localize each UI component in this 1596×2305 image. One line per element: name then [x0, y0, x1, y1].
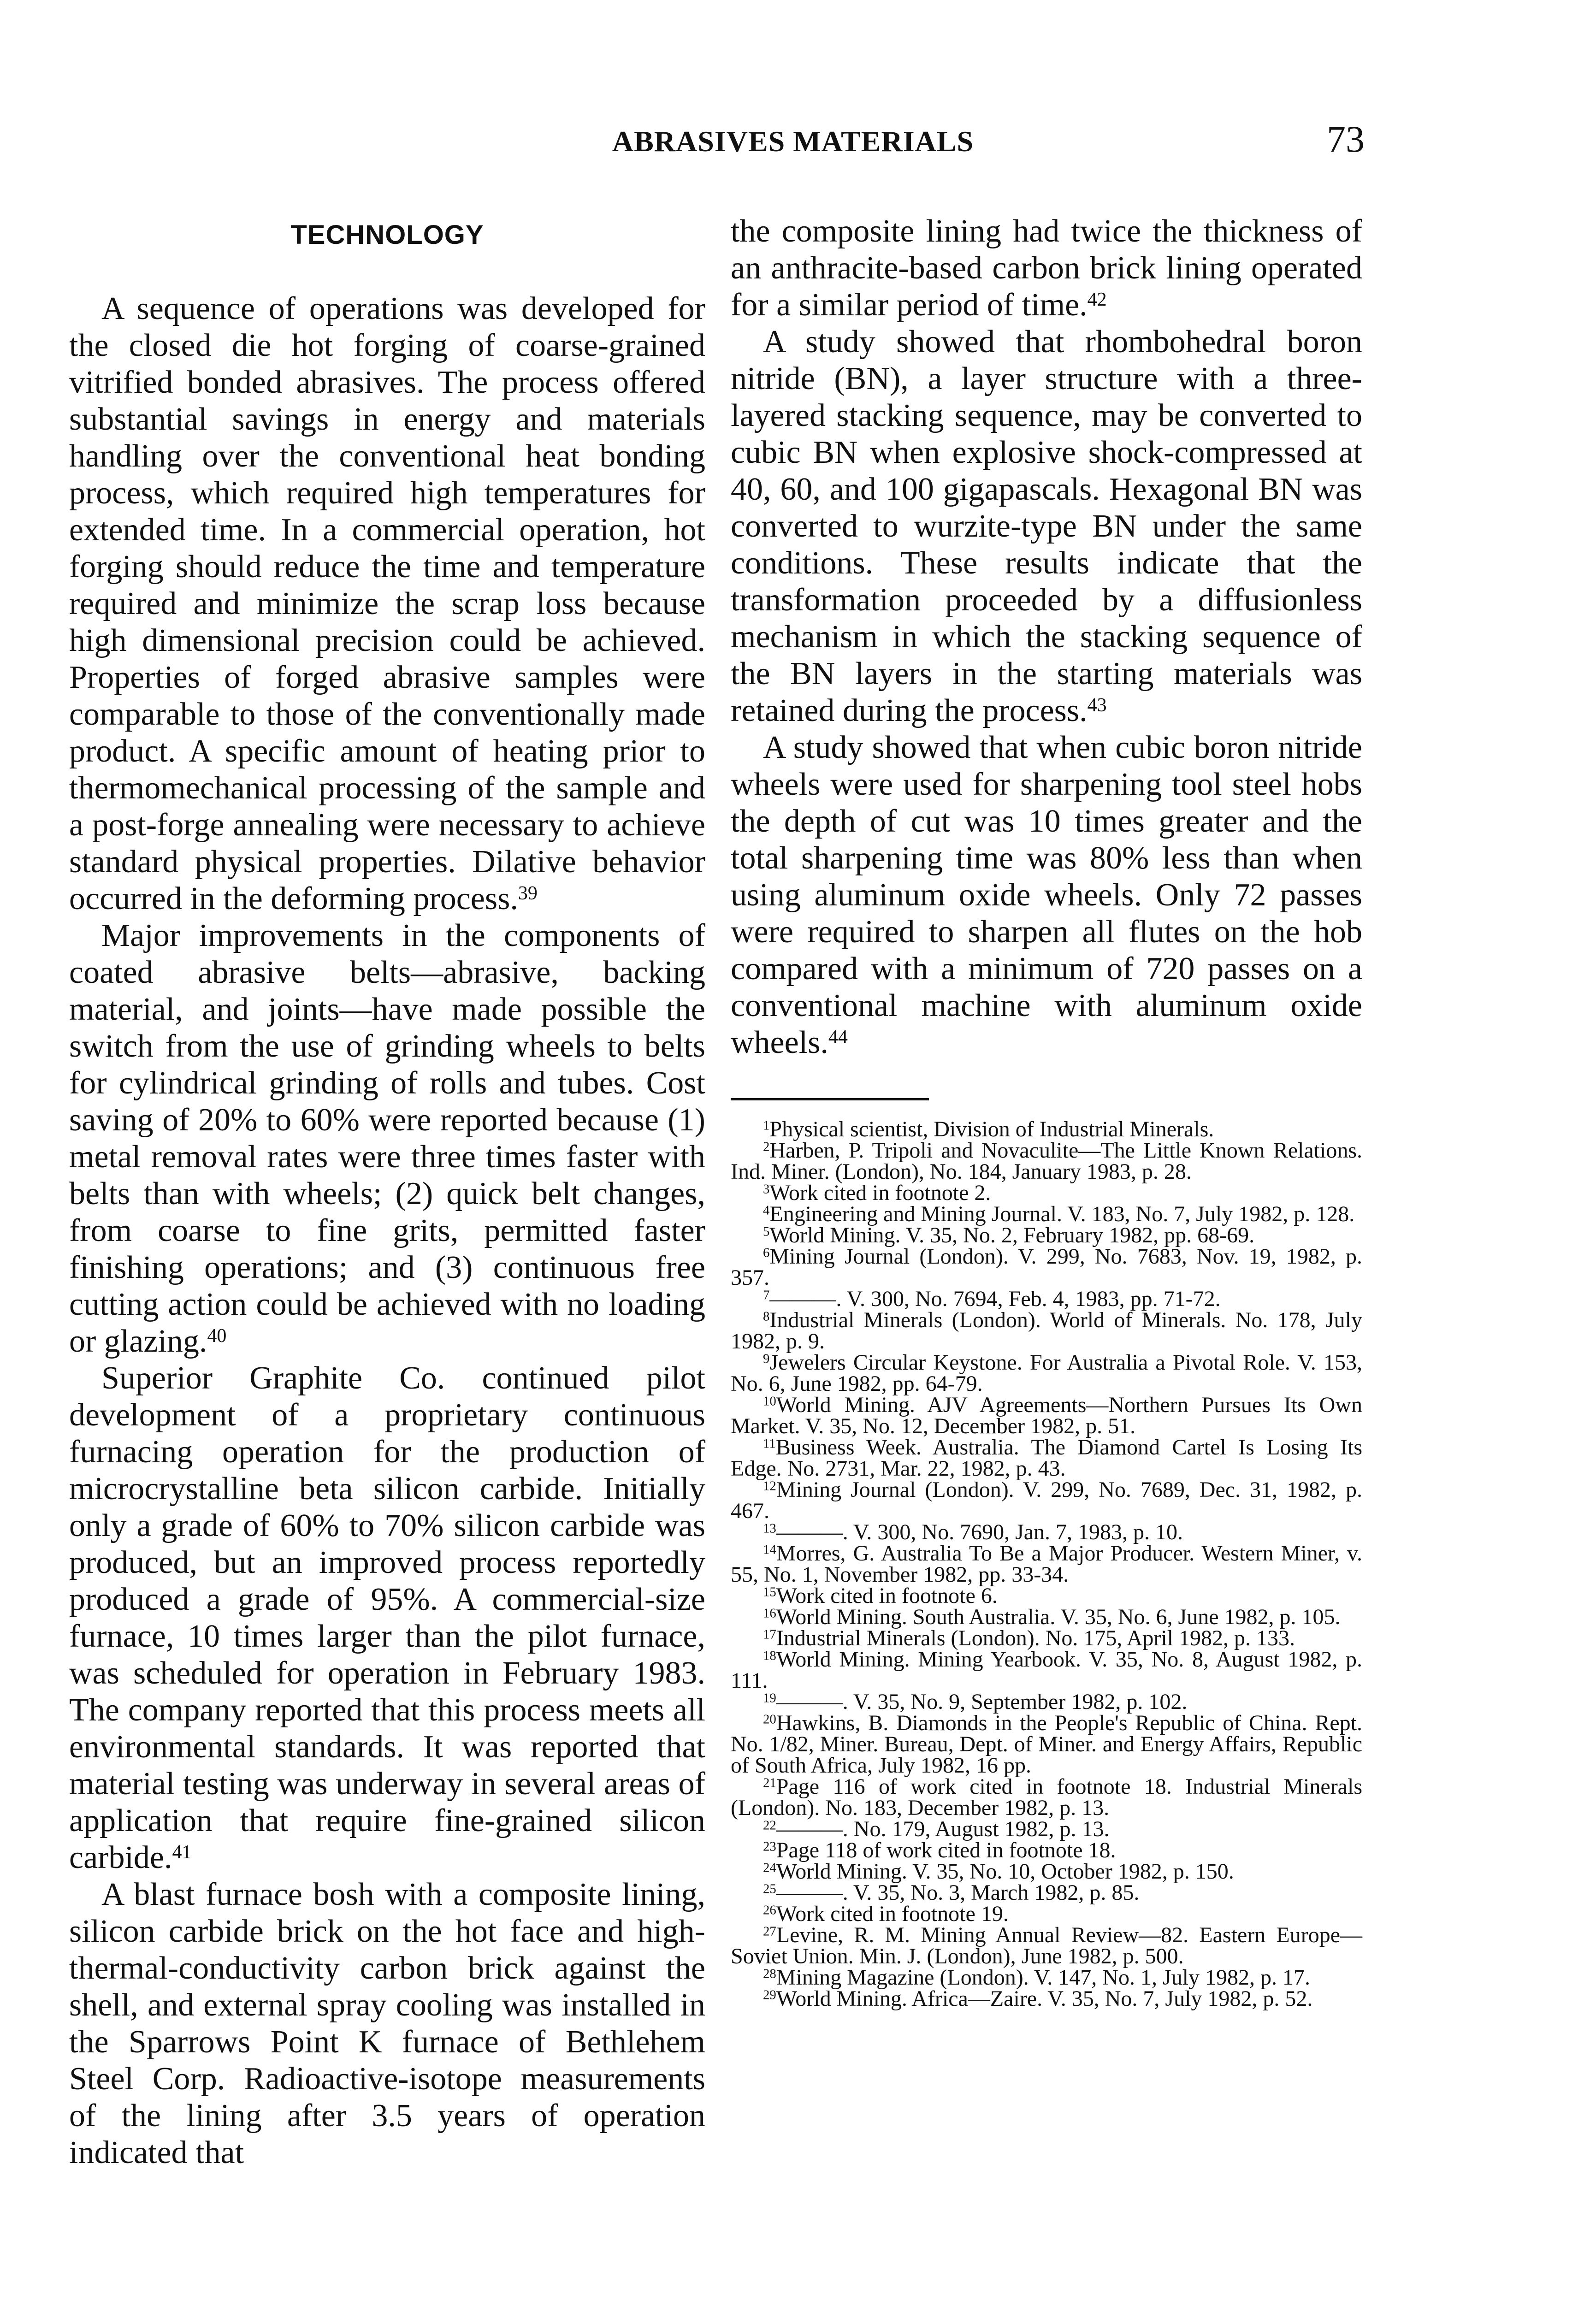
footnote-number: 19: [763, 1690, 776, 1706]
footnote: [731, 1776, 1362, 1819]
page-number: 73: [1327, 118, 1365, 160]
footnote-number: 29: [763, 1987, 776, 2003]
footnote-text: Hawkins, B. Diamonds in the People's Republic of China. Rept. No. 1/82, Miner. Bureau, Dept. of Miner. and Energy Affairs, Republic of South Africa, July 1982, 16 pp.: [731, 1711, 1362, 1778]
footnote: [731, 1225, 1362, 1246]
footnote-number: 1: [763, 1118, 770, 1133]
footnote-number: 24: [763, 1860, 776, 1875]
footnote-text: Page 116 of work cited in footnote 18. Industrial Minerals (London). No. 183, December 1982, p. 13.: [731, 1774, 1362, 1820]
footnote-text: World Mining. Africa—Zaire. V. 35, No. 7, July 1982, p. 52.: [776, 1986, 1313, 2011]
footnote-text: Levine, R. M. Mining Annual Review—82. Eastern Europe—Soviet Union. Min. J. (London), June 1982, p. 500.: [731, 1923, 1362, 1968]
footnote: [731, 1840, 1362, 1861]
footnote-number: 6: [763, 1245, 770, 1260]
footnote-number: 12: [763, 1478, 776, 1494]
footnote-text: World Mining. V. 35, No. 2, February 1982, pp. 68-69.: [769, 1223, 1255, 1247]
footnote-text: ———. V. 300, No. 7690, Jan. 7, 1983, p. 10.: [776, 1520, 1183, 1544]
footnote-text: Industrial Minerals (London). World of Minerals. No. 178, July 1982, p. 9.: [731, 1308, 1362, 1353]
footnote-number: 2: [763, 1139, 770, 1154]
footnote-text: Morres, G. Australia To Be a Major Producer. Western Miner, v. 55, No. 1, November 1982, pp. 33-34.: [731, 1541, 1362, 1587]
footnote-number: 8: [763, 1309, 770, 1324]
footnote: [731, 1479, 1362, 1522]
footnote: [731, 1882, 1362, 1903]
footnote: [731, 1352, 1362, 1395]
footnote-number: 23: [763, 1839, 776, 1854]
footnote-ref: 39: [518, 883, 538, 904]
body-paragraph: A blast furnace bosh with a composite lining, silicon carbide brick on the hot face and high-thermal-conductivity carbon brick against the shell, and external spray cooling was installed in the Sparrows Point K furnace of Bethlehem Steel Corp. Radioactive-isotope measurements of the lining after 3.5 years of operation indicated that: [69, 1877, 705, 2170]
footnote: [731, 1903, 1362, 1925]
footnote-text: Work cited in footnote 19.: [776, 1902, 1009, 1926]
footnote: [731, 1522, 1362, 1543]
footnote-number: 21: [763, 1775, 776, 1791]
body-paragraph-continued: the composite lining had twice the thickness of an anthracite-based carbon brick lining operated for a similar period of time.$^{42}$: [731, 213, 1362, 323]
footnote-ref: 40: [207, 1325, 227, 1347]
running-head: ABRASIVES MATERIALS: [612, 125, 974, 158]
footnote-number: 9: [763, 1351, 770, 1366]
footnote-number: 16: [763, 1606, 776, 1621]
footnote-number: 3: [763, 1182, 770, 1197]
footnote: [731, 1395, 1362, 1437]
footnote: [731, 1310, 1362, 1352]
footnote: [731, 1988, 1362, 2009]
footnote-number: 13: [763, 1521, 776, 1536]
footnote: [731, 1140, 1362, 1182]
left-column: [69, 217, 705, 2171]
footnote-number: 7: [763, 1288, 770, 1303]
footnote: [731, 1607, 1362, 1628]
footnote-number: 4: [763, 1203, 770, 1218]
footnote: [731, 1288, 1362, 1310]
body-paragraph: Superior Graphite Co. continued pilot development of a proprietary continuous furnacing operation for the production of microcrystalline beta silicon carbide. Initially only a grade of 60% to 70% silicon carbide was produced, but an improved process reportedly produced a grade of 95%. A commercial-size furnace, 10 times larger than the pilot furnace, was scheduled for operation in February 1983. The company reported that this process meets all environmental standards. It was reported that material testing was underway in several areas of application that require fine-grained silicon carbide.$^{41}$: [69, 1360, 705, 1875]
footnote: [731, 1925, 1362, 1967]
footnote-number: 28: [763, 1966, 776, 1981]
footnote: [731, 1861, 1362, 1882]
footnote-number: 26: [763, 1903, 776, 1918]
footnote-text: Work cited in footnote 2.: [769, 1181, 991, 1205]
footnote-text: Mining Journal (London). V. 299, No. 7689, Dec. 31, 1982, p. 467.: [731, 1478, 1362, 1523]
footnote-number: 25: [763, 1881, 776, 1897]
footnote-text: World Mining. V. 35, No. 10, October 1982, p. 150.: [776, 1859, 1234, 1884]
footnote-number: 27: [763, 1924, 776, 1939]
footnote-number: 11: [763, 1436, 776, 1451]
footnotes-list: [731, 1119, 1362, 2009]
footnote-text: ———. V. 35, No. 3, March 1982, p. 85.: [776, 1880, 1140, 1905]
footnote-text: Mining Magazine (London). V. 147, No. 1, July 1982, p. 17.: [776, 1965, 1310, 1990]
footnote: [731, 1649, 1362, 1691]
body-paragraph: Major improvements in the components of coated abrasive belts—abrasive, backing material, and joints—have made possible the switch from the use of grinding wheels to belts for cylindrical grinding of rolls and tubes. Cost saving of 20% to 60% were reported because (1) metal removal rates were three times faster with belts than with wheels; (2) quick belt changes, from coarse to fine grits, permitted faster finishing operations; and (3) continuous free cutting action could be achieved with no loading or glazing.$^{40}$: [69, 918, 705, 1359]
footnote-ref: 43: [1087, 695, 1107, 716]
footnote-text: Page 118 of work cited in footnote 18.: [776, 1838, 1116, 1862]
body-paragraph: A study showed that rhombohedral boron nitride (BN), a layer structure with a three-layered stacking sequence, may be converted to cubic BN when explosive shock-compressed at 40, 60, and 100 gigapascals. Hexagonal BN was converted to wurzite-type BN under the same conditions. These results indicate that the transformation proceeded by a diffusionless mechanism in which the stacking sequence of the BN layers in the starting materials was retained during the process.$^{43}$: [731, 324, 1362, 728]
footnote-ref: 42: [1087, 289, 1107, 310]
footnote: [731, 1628, 1362, 1649]
footnote-text: Physical scientist, Division of Industrial Minerals.: [769, 1117, 1214, 1141]
body-paragraph: A sequence of operations was developed for the closed die hot forging of coarse-grained vitrified bonded abrasives. The process offered substantial savings in energy and materials handling over the conventional heat bonding process, which required high temperatures for extended time. In a commercial operation, hot forging should reduce the time and temperature required and minimize the scrap loss because high dimensional precision could be achieved. Properties of forged abrasive samples were comparable to those of the conventionally made product. A specific amount of heating prior to thermomechanical processing of the sample and a post-forge annealing were necessary to achieve standard physical properties. Dilative behavior occurred in the deforming process.$^{39}$: [69, 291, 705, 916]
footnote: [731, 1246, 1362, 1288]
footnote: [731, 1119, 1362, 1140]
footnote: [731, 1585, 1362, 1607]
footnote-number: 14: [763, 1542, 776, 1557]
footnote-text: Engineering and Mining Journal. V. 183, No. 7, July 1982, p. 128.: [769, 1202, 1355, 1226]
footnote-text: Business Week. Australia. The Diamond Cartel Is Losing Its Edge. No. 2731, Mar. 22, 1982, p. 43.: [731, 1435, 1362, 1481]
footnote-ref: 41: [172, 1842, 192, 1863]
footnote: [731, 1967, 1362, 1988]
right-column: [731, 213, 1362, 2009]
footnote-text: Harben, P. Tripoli and Novaculite—The Little Known Relations. Ind. Miner. (London), No. 184, January 1983, p. 28.: [731, 1138, 1362, 1184]
footnote-text: Industrial Minerals (London). No. 175, April 1982, p. 133.: [776, 1626, 1295, 1650]
footnote-text: Mining Journal (London). V. 299, No. 7683, Nov. 19, 1982, p. 357.: [731, 1244, 1362, 1290]
footnote-text: World Mining. Mining Yearbook. V. 35, No. 8, August 1982, p. 111.: [731, 1647, 1362, 1693]
footnote-number: 18: [763, 1648, 776, 1663]
footnote-number: 5: [763, 1224, 770, 1239]
footnote-number: 15: [763, 1584, 776, 1600]
body-paragraph: A study showed that when cubic boron nitride wheels were used for sharpening tool steel hobs the depth of cut was 10 times greater and the total sharpening time was 80% less than when using aluminum oxide wheels. Only 72 passes were required to sharpen all flutes on the hob compared with a minimum of 720 passes on a conventional machine with aluminum oxide wheels.$^{44}$: [731, 730, 1362, 1060]
footnote-text: World Mining. South Australia. V. 35, No. 6, June 1982, p. 105.: [776, 1605, 1341, 1629]
footnote-text: World Mining. AJV Agreements—Northern Pursues Its Own Market. V. 35, No. 12, December 1982, p. 51.: [731, 1393, 1362, 1438]
footnote: [731, 1204, 1362, 1225]
footnote-number: 20: [763, 1712, 776, 1727]
footnote-text: ———. No. 179, August 1982, p. 13.: [776, 1817, 1110, 1841]
footnote: [731, 1543, 1362, 1585]
footnote-text: Jewelers Circular Keystone. For Australia a Pivotal Role. V. 153, No. 6, June 1982, pp. 64-79.: [731, 1350, 1362, 1396]
footnote-number: 22: [763, 1818, 776, 1833]
footnote: [731, 1713, 1362, 1776]
footnote-text: Work cited in footnote 6.: [776, 1584, 998, 1608]
footnote-number: 10: [763, 1394, 776, 1409]
footnote-number: 17: [763, 1627, 776, 1642]
footnote-ref: 44: [828, 1027, 848, 1048]
footnote: [731, 1182, 1362, 1204]
footnote: [731, 1691, 1362, 1713]
footnote-text: ———. V. 35, No. 9, September 1982, p. 102.: [776, 1690, 1188, 1714]
footnote-text: ———. V. 300, No. 7694, Feb. 4, 1983, pp. 71-72.: [769, 1287, 1221, 1311]
footnote: [731, 1437, 1362, 1479]
footnote: [731, 1819, 1362, 1840]
footnote-divider: [731, 1098, 929, 1100]
section-title: TECHNOLOGY: [290, 220, 484, 250]
